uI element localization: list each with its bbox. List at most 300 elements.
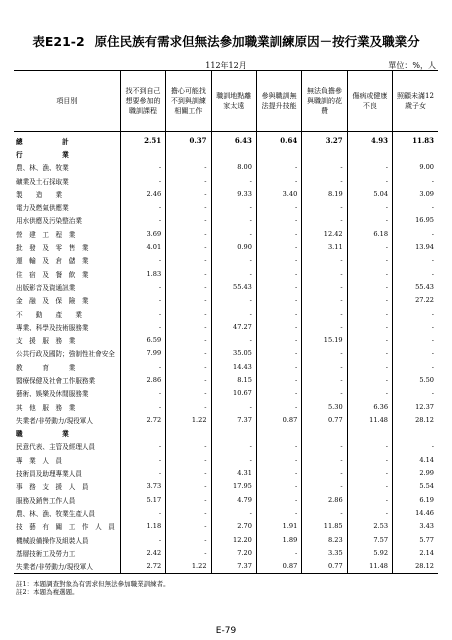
table-cell: - — [256, 373, 301, 386]
table-cell: - — [393, 174, 438, 187]
row-label: 農、林、漁、牧業 — [16, 164, 69, 173]
table-cell — [302, 147, 347, 160]
table-cell: 14.43 — [211, 360, 256, 373]
table-cell: - — [256, 267, 301, 280]
table-cell: 8.19 — [302, 187, 347, 200]
column-header-c1: 找不到自己想要參加的職訓課程 — [120, 71, 165, 132]
table-cell: 3.35 — [302, 546, 347, 559]
table-cell: - — [256, 493, 301, 506]
table-row — [14, 187, 438, 200]
table-cell: - — [166, 400, 211, 413]
table-cell: - — [347, 307, 392, 320]
table-cell: 0.77 — [302, 413, 347, 426]
table-cell: - — [256, 280, 301, 293]
table-cell: 55.43 — [211, 280, 256, 293]
table-cell: 28.12 — [393, 413, 438, 426]
table-cell: 12.20 — [211, 533, 256, 546]
table-row — [14, 387, 438, 400]
table-cell: - — [302, 320, 347, 333]
table-cell: - — [120, 320, 165, 333]
table-row — [14, 360, 438, 373]
table-cell: 7.37 — [211, 560, 256, 574]
table-cell: - — [302, 506, 347, 519]
table-cell: - — [393, 254, 438, 267]
table-cell: 17.95 — [211, 480, 256, 493]
table-cell — [256, 427, 301, 440]
table-row — [14, 520, 438, 533]
table-cell: - — [347, 360, 392, 373]
table-cell: 13.94 — [393, 240, 438, 253]
table-cell: - — [211, 174, 256, 187]
table-cell: 8.15 — [211, 373, 256, 386]
row-label: 用水供應及污染整治業 — [16, 217, 82, 226]
table-cell: 10.67 — [211, 387, 256, 400]
page-number: E-79 — [215, 626, 237, 636]
table-cell: - — [347, 214, 392, 227]
table-cell: - — [211, 214, 256, 227]
table-row — [14, 254, 438, 267]
row-label: 職 業 — [16, 430, 69, 439]
row-label: 機械設備操作及組裝人員 — [16, 536, 89, 545]
row-label: 礦業及土石採取業 — [16, 177, 69, 186]
table-cell: - — [120, 506, 165, 519]
table-cell: - — [302, 387, 347, 400]
table-cell: - — [256, 174, 301, 187]
table-cell: - — [256, 320, 301, 333]
table-cell: - — [347, 347, 392, 360]
table-cell: 15.19 — [302, 333, 347, 346]
row-label: 專 業 人 員 — [16, 456, 63, 465]
row-label: 行 業 — [16, 150, 69, 159]
table-cell: 6.43 — [211, 132, 256, 148]
table-cell: 55.43 — [393, 280, 438, 293]
table-row — [14, 200, 438, 213]
table-body — [14, 132, 438, 574]
table-cell: 2.14 — [393, 546, 438, 559]
table-cell: 28.12 — [393, 560, 438, 574]
table-cell: - — [166, 546, 211, 559]
table-cell: - — [166, 174, 211, 187]
table-cell: 8.23 — [302, 533, 347, 546]
table-cell: - — [166, 294, 211, 307]
table-cell: - — [302, 480, 347, 493]
table-cell: - — [256, 333, 301, 346]
table-cell: - — [211, 267, 256, 280]
table-cell: - — [166, 533, 211, 546]
table-cell — [166, 147, 211, 160]
table-cell: 11.85 — [302, 520, 347, 533]
table-cell: - — [166, 347, 211, 360]
table-cell: 47.27 — [211, 320, 256, 333]
table-cell: 6.18 — [347, 227, 392, 240]
table-cell: 4.14 — [393, 453, 438, 466]
table-cell: - — [211, 333, 256, 346]
row-label: 電力及燃氣供應業 — [16, 204, 69, 213]
table-cell: - — [256, 347, 301, 360]
table-cell: - — [302, 360, 347, 373]
table-cell: - — [120, 360, 165, 373]
table-cell: - — [347, 480, 392, 493]
table-row — [14, 174, 438, 187]
table-cell: 2.51 — [120, 132, 165, 148]
table-cell: 3.09 — [393, 187, 438, 200]
table-cell: - — [347, 200, 392, 213]
table-row — [14, 440, 438, 453]
column-header-c7: 照顧未滿12歲子女 — [393, 71, 438, 132]
table-cell: - — [166, 333, 211, 346]
table-cell: - — [120, 466, 165, 479]
table-cell: - — [347, 320, 392, 333]
table-cell: - — [166, 520, 211, 533]
table-row — [14, 493, 438, 506]
table-cell: 3.73 — [120, 480, 165, 493]
row-label: 技 藝 有 關 工 作 人 員 — [16, 523, 115, 532]
column-header-c2: 擔心可能找不到與訓練相關工作 — [166, 71, 211, 132]
column-header-c5: 無法負擔參與職訓的花費 — [302, 71, 347, 132]
table-cell: 2.46 — [120, 187, 165, 200]
table-cell: - — [120, 294, 165, 307]
table-cell: - — [166, 387, 211, 400]
table-cell: 4.79 — [211, 493, 256, 506]
table-cell: - — [256, 227, 301, 240]
table-cell: - — [302, 161, 347, 174]
table-cell: - — [166, 227, 211, 240]
table-cell: - — [166, 307, 211, 320]
table-cell: - — [120, 254, 165, 267]
row-label: 公共行政及國防；強制性社會安全 — [16, 350, 115, 359]
table-cell: 5.54 — [393, 480, 438, 493]
table-cell: - — [211, 307, 256, 320]
column-header-item: 項目別 — [14, 71, 120, 132]
table-cell: - — [256, 254, 301, 267]
table-cell: - — [120, 161, 165, 174]
table-row — [14, 466, 438, 479]
table-row — [14, 147, 438, 160]
table-row — [14, 400, 438, 413]
table-cell — [120, 427, 165, 440]
table-cell: - — [256, 307, 301, 320]
table-cell — [347, 147, 392, 160]
table-cell: - — [302, 280, 347, 293]
table-cell: 2.53 — [347, 520, 392, 533]
table-cell: - — [256, 294, 301, 307]
table-cell: 5.77 — [393, 533, 438, 546]
table-row — [14, 280, 438, 293]
table-cell: 14.46 — [393, 506, 438, 519]
table-cell: 9.00 — [393, 161, 438, 174]
table-cell — [393, 427, 438, 440]
table-cell: - — [166, 187, 211, 200]
period-label: 112年12月 — [205, 61, 247, 70]
table-cell: - — [256, 387, 301, 400]
table-cell: - — [302, 267, 347, 280]
table-cell — [347, 427, 392, 440]
table-cell: 3.11 — [302, 240, 347, 253]
row-label: 失業者/非勞動力/現役軍人 — [14, 560, 120, 574]
table-cell: - — [166, 506, 211, 519]
row-label: 金 融 及 保 險 業 — [16, 297, 89, 306]
statistics-table — [14, 70, 438, 574]
table-row — [14, 227, 438, 240]
table-row — [14, 320, 438, 333]
row-label: 營 建 工 程 業 — [16, 230, 76, 239]
table-cell: - — [256, 161, 301, 174]
table-row — [14, 480, 438, 493]
table-cell: - — [120, 174, 165, 187]
table-cell: - — [166, 267, 211, 280]
table-row — [14, 560, 438, 574]
row-label: 專業、科學及技術服務業 — [16, 323, 89, 332]
table-row — [14, 294, 438, 307]
table-cell: - — [347, 506, 392, 519]
table-cell: 6.19 — [393, 493, 438, 506]
table-cell: - — [211, 400, 256, 413]
row-label: 批 發 及 零 售 業 — [16, 244, 89, 253]
table-cell: 3.69 — [120, 227, 165, 240]
table-cell: - — [166, 453, 211, 466]
table-row — [14, 132, 438, 148]
table-row — [14, 307, 438, 320]
table-title-text: 原住民族有需求但無法參加職業訓練原因－按行業及職業分 — [94, 34, 420, 49]
table-cell: - — [211, 506, 256, 519]
table-cell: - — [393, 227, 438, 240]
table-row — [14, 453, 438, 466]
row-label: 總 計 — [16, 137, 69, 146]
table-cell: 1.18 — [120, 520, 165, 533]
table-cell: - — [393, 307, 438, 320]
column-header-c3: 職訓地點離家太遠 — [211, 71, 256, 132]
table-cell: - — [393, 333, 438, 346]
table-cell: - — [302, 440, 347, 453]
table-cell: - — [347, 387, 392, 400]
table-row — [14, 214, 438, 227]
table-cell: 6.59 — [120, 333, 165, 346]
row-label: 技術員及助理專業人員 — [16, 470, 82, 479]
table-cell: 4.93 — [347, 132, 392, 148]
table-cell: - — [120, 280, 165, 293]
table-cell: 5.04 — [347, 187, 392, 200]
table-cell: - — [120, 214, 165, 227]
table-cell: 0.87 — [256, 560, 301, 574]
row-label: 醫療保健及社會工作服務業 — [16, 376, 96, 385]
table-cell: - — [211, 453, 256, 466]
table-cell: 7.37 — [211, 413, 256, 426]
row-label: 服務及銷售工作人員 — [16, 496, 76, 505]
table-cell: - — [347, 174, 392, 187]
table-cell: - — [347, 254, 392, 267]
table-cell: - — [347, 294, 392, 307]
table-cell: - — [120, 440, 165, 453]
table-cell: - — [347, 161, 392, 174]
table-cell: 7.57 — [347, 533, 392, 546]
table-cell: 2.72 — [120, 560, 165, 574]
table-cell: 1.91 — [256, 520, 301, 533]
table-cell: 0.37 — [166, 132, 211, 148]
table-cell: 0.64 — [256, 132, 301, 148]
table-cell: 1.22 — [166, 560, 211, 574]
table-cell: 4.01 — [120, 240, 165, 253]
table-cell: - — [166, 280, 211, 293]
table-cell: - — [347, 267, 392, 280]
table-cell: - — [256, 506, 301, 519]
table-cell: - — [256, 400, 301, 413]
table-cell: - — [120, 387, 165, 400]
table-row — [14, 161, 438, 174]
row-label: 教 育 業 — [16, 363, 76, 372]
table-cell — [120, 147, 165, 160]
table-cell: - — [256, 214, 301, 227]
footnotes — [16, 580, 170, 596]
table-cell: - — [347, 373, 392, 386]
table-cell: - — [347, 453, 392, 466]
row-label: 製 造 業 — [16, 190, 63, 199]
table-cell: - — [347, 280, 392, 293]
row-label: 民意代表、主管及經理人員 — [16, 443, 96, 452]
table-cell: 7.99 — [120, 347, 165, 360]
table-cell — [211, 427, 256, 440]
table-cell: - — [302, 174, 347, 187]
table-cell: 7.20 — [211, 546, 256, 559]
table-cell: 1.22 — [166, 413, 211, 426]
table-row — [14, 506, 438, 519]
table-cell: 0.87 — [256, 413, 301, 426]
table-row — [14, 373, 438, 386]
table-cell: - — [166, 493, 211, 506]
column-header-c4: 參與職訓無法提升技能 — [256, 71, 301, 132]
table-cell: - — [166, 360, 211, 373]
table-cell: - — [166, 480, 211, 493]
table-cell: 1.89 — [256, 533, 301, 546]
table-cell: - — [302, 307, 347, 320]
table-row — [14, 267, 438, 280]
table-cell: - — [302, 294, 347, 307]
table-cell: 16.95 — [393, 214, 438, 227]
row-label: 住 宿 及 餐 飲 業 — [16, 270, 89, 279]
table-cell: - — [302, 373, 347, 386]
footnote-2: 註2：本題為複選題。 — [16, 588, 79, 596]
table-cell: - — [166, 254, 211, 267]
table-cell: 2.42 — [120, 546, 165, 559]
table-cell: 6.36 — [347, 400, 392, 413]
table-cell — [256, 147, 301, 160]
table-cell: - — [302, 347, 347, 360]
table-cell: - — [302, 254, 347, 267]
table-cell: - — [256, 200, 301, 213]
table-cell: - — [256, 546, 301, 559]
row-label: 出版影音及資通訊業 — [16, 283, 76, 292]
table-cell: 4.31 — [211, 466, 256, 479]
table-cell: - — [256, 453, 301, 466]
table-cell: 5.50 — [393, 373, 438, 386]
footnote-1: 註1：本題調查對象為有需求但無法參加職業訓練者。 — [16, 580, 170, 588]
row-label: 事 務 支 援 人 員 — [16, 483, 89, 492]
table-cell: - — [166, 466, 211, 479]
table-cell: - — [302, 453, 347, 466]
table-cell: - — [302, 466, 347, 479]
row-label: 運 輸 及 倉 儲 業 — [16, 257, 89, 266]
table-cell: - — [393, 347, 438, 360]
table-cell: - — [347, 466, 392, 479]
table-cell: - — [211, 227, 256, 240]
table-cell: - — [211, 254, 256, 267]
table-row — [14, 546, 438, 559]
table-cell: 12.37 — [393, 400, 438, 413]
table-cell: 5.17 — [120, 493, 165, 506]
table-cell: 11.48 — [347, 560, 392, 574]
table-row — [14, 240, 438, 253]
table-cell: 35.05 — [211, 347, 256, 360]
table-cell: 11.48 — [347, 413, 392, 426]
table-cell: - — [302, 200, 347, 213]
table-row — [14, 427, 438, 440]
table-cell: - — [256, 440, 301, 453]
table-cell: 11.83 — [393, 132, 438, 148]
table-cell: 9.33 — [211, 187, 256, 200]
table-cell: - — [166, 214, 211, 227]
table-cell — [393, 147, 438, 160]
table-cell: 5.30 — [302, 400, 347, 413]
table-cell: - — [393, 440, 438, 453]
table-cell — [302, 427, 347, 440]
table-cell: - — [166, 200, 211, 213]
table-code: 表E21-2 — [32, 34, 85, 49]
table-cell: - — [120, 200, 165, 213]
row-label: 基層技術工及勞力工 — [16, 549, 76, 558]
table-cell: 3.43 — [393, 520, 438, 533]
table-cell: - — [166, 161, 211, 174]
table-title — [0, 32, 452, 50]
table-cell: - — [120, 400, 165, 413]
table-cell: 2.72 — [120, 413, 165, 426]
table-cell: - — [166, 440, 211, 453]
table-cell: - — [166, 373, 211, 386]
table-header-row — [14, 71, 438, 132]
table-cell: - — [120, 533, 165, 546]
table-row — [14, 413, 438, 426]
table-cell: 0.90 — [211, 240, 256, 253]
row-label: 藝術、娛樂及休閒服務業 — [16, 390, 89, 399]
table-cell: 1.83 — [120, 267, 165, 280]
table-cell: - — [211, 294, 256, 307]
table-cell — [166, 427, 211, 440]
table-cell: 8.00 — [211, 161, 256, 174]
table-cell: - — [211, 440, 256, 453]
table-cell: - — [347, 440, 392, 453]
table-cell: - — [166, 240, 211, 253]
row-label: 失業者/非勞動力/現役軍人 — [16, 416, 93, 425]
table-cell: - — [302, 214, 347, 227]
unit-label: 單位：%，人 — [388, 61, 436, 70]
table-row — [14, 333, 438, 346]
table-cell: 3.27 — [302, 132, 347, 148]
row-label: 不 動 產 業 — [16, 310, 82, 319]
table-cell: 3.40 — [256, 187, 301, 200]
table-cell: - — [393, 320, 438, 333]
table-cell: - — [347, 333, 392, 346]
table-cell: - — [393, 267, 438, 280]
table-cell: - — [256, 240, 301, 253]
table-cell: - — [256, 480, 301, 493]
table-cell: - — [256, 360, 301, 373]
table-cell — [211, 147, 256, 160]
table-row — [14, 533, 438, 546]
table-cell: - — [393, 360, 438, 373]
table-cell: - — [120, 453, 165, 466]
row-label: 其 他 服 務 業 — [16, 403, 76, 412]
table-cell: - — [256, 466, 301, 479]
table-cell: 0.77 — [302, 560, 347, 574]
column-header-c6: 傷病或健康不良 — [347, 71, 392, 132]
